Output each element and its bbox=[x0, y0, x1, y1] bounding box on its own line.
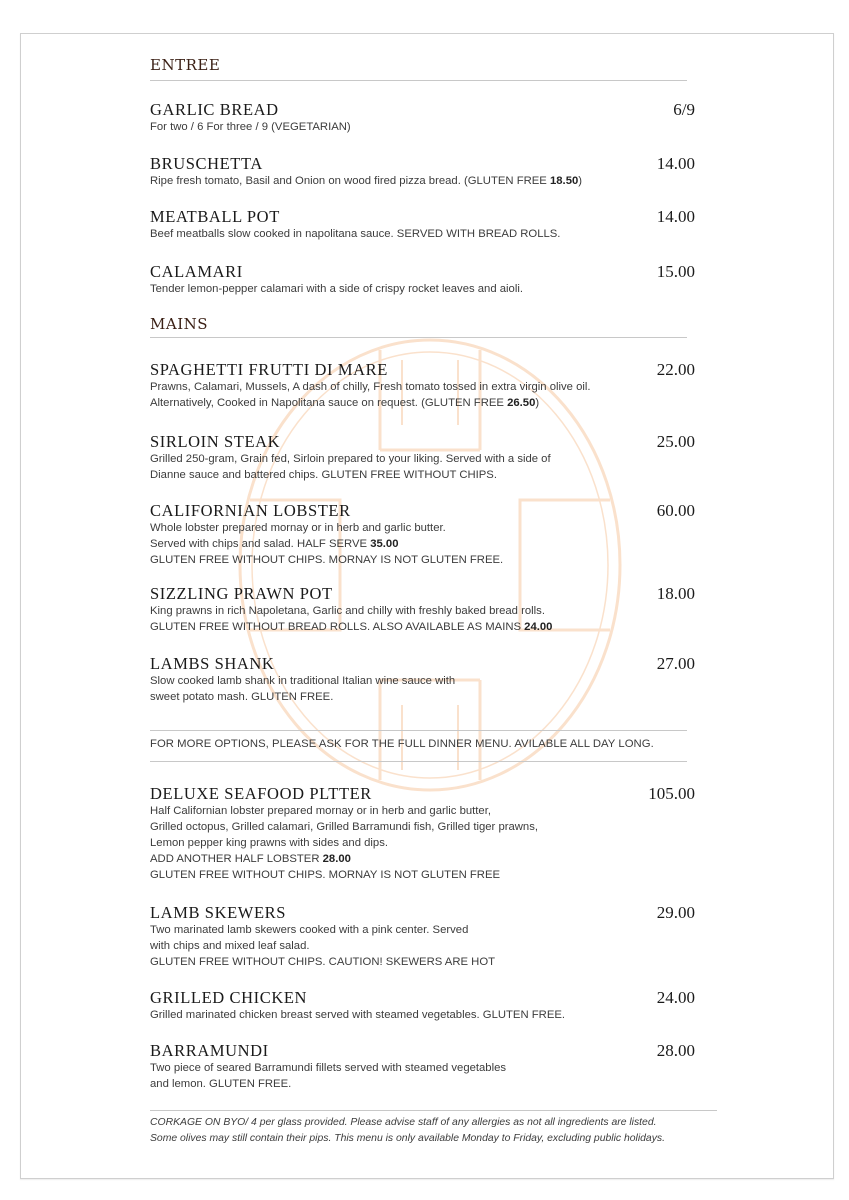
item-name: DELUXE SEAFOOD PLTTER bbox=[150, 784, 372, 803]
item-description bbox=[150, 1007, 695, 1023]
item-description bbox=[150, 119, 695, 135]
footer-note bbox=[150, 1115, 730, 1147]
item-name: BARRAMUNDI bbox=[150, 1041, 269, 1060]
item-name: MEATBALL POT bbox=[150, 207, 280, 226]
description-line: Prawns, Calamari, Mussels, A dash of chilly, Fresh tomato tossed in extra virgin olive oil. bbox=[150, 381, 591, 393]
menu-item bbox=[150, 154, 695, 189]
item-description bbox=[150, 1060, 695, 1092]
item-name: GARLIC BREAD bbox=[150, 100, 279, 119]
item-price: 18.00 bbox=[656, 584, 695, 603]
menu-item bbox=[150, 432, 695, 483]
menu-item bbox=[150, 903, 695, 970]
menu-item bbox=[150, 360, 695, 411]
item-description bbox=[150, 379, 695, 411]
menu-item bbox=[150, 262, 695, 297]
item-name: LAMBS SHANK bbox=[150, 654, 275, 673]
item-price: 60.00 bbox=[656, 501, 695, 520]
divider bbox=[150, 80, 687, 81]
item-price: 25.00 bbox=[656, 432, 695, 451]
item-name: BRUSCHETTA bbox=[150, 154, 263, 173]
item-price: 6/9 bbox=[673, 100, 695, 119]
description-line: GLUTEN FREE WITHOUT CHIPS. CAUTION! SKEWERS ARE HOT bbox=[150, 956, 496, 968]
menu-item bbox=[150, 207, 695, 242]
menu-item bbox=[150, 988, 695, 1023]
description-line: Beef meatballs slow cooked in napolitana sauce. SERVED WITH BREAD ROLLS. bbox=[150, 228, 561, 240]
section-title-mains: MAINS bbox=[150, 315, 209, 333]
description-line: Grilled 250-gram, Grain fed, Sirloin prepared to your liking. Served with a side of bbox=[150, 453, 551, 465]
item-description bbox=[150, 281, 695, 297]
divider bbox=[150, 337, 687, 338]
divider bbox=[150, 730, 687, 731]
item-name: SIZZLING PRAWN POT bbox=[150, 584, 333, 603]
item-price: 14.00 bbox=[656, 207, 695, 226]
menu-item bbox=[150, 654, 695, 705]
item-name: SPAGHETTI FRUTTI DI MARE bbox=[150, 360, 388, 379]
description-line: Dianne sauce and battered chips. GLUTEN FREE WITHOUT CHIPS. bbox=[150, 469, 497, 481]
description-line: Lemon pepper king prawns with sides and dips. bbox=[150, 837, 389, 849]
description-line: Ripe fresh tomato, Basil and Onion on wood fired pizza bread. (GLUTEN FREE 18.50) bbox=[150, 175, 583, 187]
item-name: GRILLED CHICKEN bbox=[150, 988, 308, 1007]
description-line: Slow cooked lamb shank in traditional Italian wine sauce with bbox=[150, 675, 456, 687]
item-price: 22.00 bbox=[656, 360, 695, 379]
footer-line: CORKAGE ON BYO/ 4 per glass provided. Please advise staff of any allergies as not all ingredients are listed. bbox=[150, 1117, 657, 1128]
description-line: sweet potato mash. GLUTEN FREE. bbox=[150, 691, 334, 703]
menu-item bbox=[150, 501, 695, 568]
menu-item bbox=[150, 584, 695, 635]
description-line: Served with chips and salad. HALF SERVE 35.00 bbox=[150, 538, 399, 550]
description-line: GLUTEN FREE WITHOUT BREAD ROLLS. ALSO AVAILABLE AS MAINS 24.00 bbox=[150, 621, 553, 633]
description-line: Two piece of seared Barramundi fillets served with steamed vegetables bbox=[150, 1062, 507, 1074]
item-price: 29.00 bbox=[656, 903, 695, 922]
item-price: 14.00 bbox=[656, 154, 695, 173]
item-description bbox=[150, 803, 695, 883]
description-line: For two / 6 For three / 9 (VEGETARIAN) bbox=[150, 121, 351, 133]
item-name: CALAMARI bbox=[150, 262, 243, 281]
item-name: CALIFORNIAN LOBSTER bbox=[150, 501, 351, 520]
item-description bbox=[150, 603, 695, 635]
item-description bbox=[150, 520, 695, 568]
divider bbox=[150, 761, 687, 762]
section-title-entree: ENTREE bbox=[150, 56, 221, 74]
description-line: King prawns in rich Napoletana, Garlic and chilly with freshly baked bread rolls. bbox=[150, 605, 545, 617]
description-line: with chips and mixed leaf salad. bbox=[150, 940, 310, 952]
item-price: 28.00 bbox=[656, 1041, 695, 1060]
description-line: GLUTEN FREE WITHOUT CHIPS. MORNAY IS NOT GLUTEN FREE bbox=[150, 869, 501, 881]
full-menu-notice: FOR MORE OPTIONS, PLEASE ASK FOR THE FULL DINNER MENU. AVILABLE ALL DAY LONG. bbox=[150, 738, 654, 750]
menu-item bbox=[150, 1041, 695, 1092]
item-price: 15.00 bbox=[656, 262, 695, 281]
description-line: Half Californian lobster prepared mornay or in herb and garlic butter, bbox=[150, 805, 491, 817]
menu-item bbox=[150, 784, 695, 883]
description-line: Whole lobster prepared mornay or in herb and garlic butter. bbox=[150, 522, 446, 534]
item-description bbox=[150, 922, 695, 970]
description-line: Alternatively, Cooked in Napolitana sauce on request. (GLUTEN FREE 26.50) bbox=[150, 397, 540, 409]
item-description bbox=[150, 451, 695, 483]
item-price: 24.00 bbox=[656, 988, 695, 1007]
item-description bbox=[150, 173, 695, 189]
description-line: ADD ANOTHER HALF LOBSTER 28.00 bbox=[150, 853, 351, 865]
item-price: 27.00 bbox=[656, 654, 695, 673]
description-line: Tender lemon-pepper calamari with a side of crispy rocket leaves and aioli. bbox=[150, 283, 523, 295]
item-description bbox=[150, 226, 695, 242]
item-name: LAMB SKEWERS bbox=[150, 903, 287, 922]
divider bbox=[150, 1110, 717, 1111]
item-name: SIRLOIN STEAK bbox=[150, 432, 281, 451]
item-description bbox=[150, 673, 695, 705]
footer-line: Some olives may still contain their pips. This menu is only available Monday to Friday, excluding public holidays. bbox=[150, 1133, 665, 1144]
menu-item bbox=[150, 100, 695, 135]
description-line: and lemon. GLUTEN FREE. bbox=[150, 1078, 292, 1090]
description-line: Two marinated lamb skewers cooked with a pink center. Served bbox=[150, 924, 469, 936]
description-line: Grilled octopus, Grilled calamari, Grilled Barramundi fish, Grilled tiger prawns, bbox=[150, 821, 538, 833]
item-price: 105.00 bbox=[648, 784, 695, 803]
description-line: Grilled marinated chicken breast served with steamed vegetables. GLUTEN FREE. bbox=[150, 1009, 566, 1021]
description-line: GLUTEN FREE WITHOUT CHIPS. MORNAY IS NOT GLUTEN FREE. bbox=[150, 554, 504, 566]
